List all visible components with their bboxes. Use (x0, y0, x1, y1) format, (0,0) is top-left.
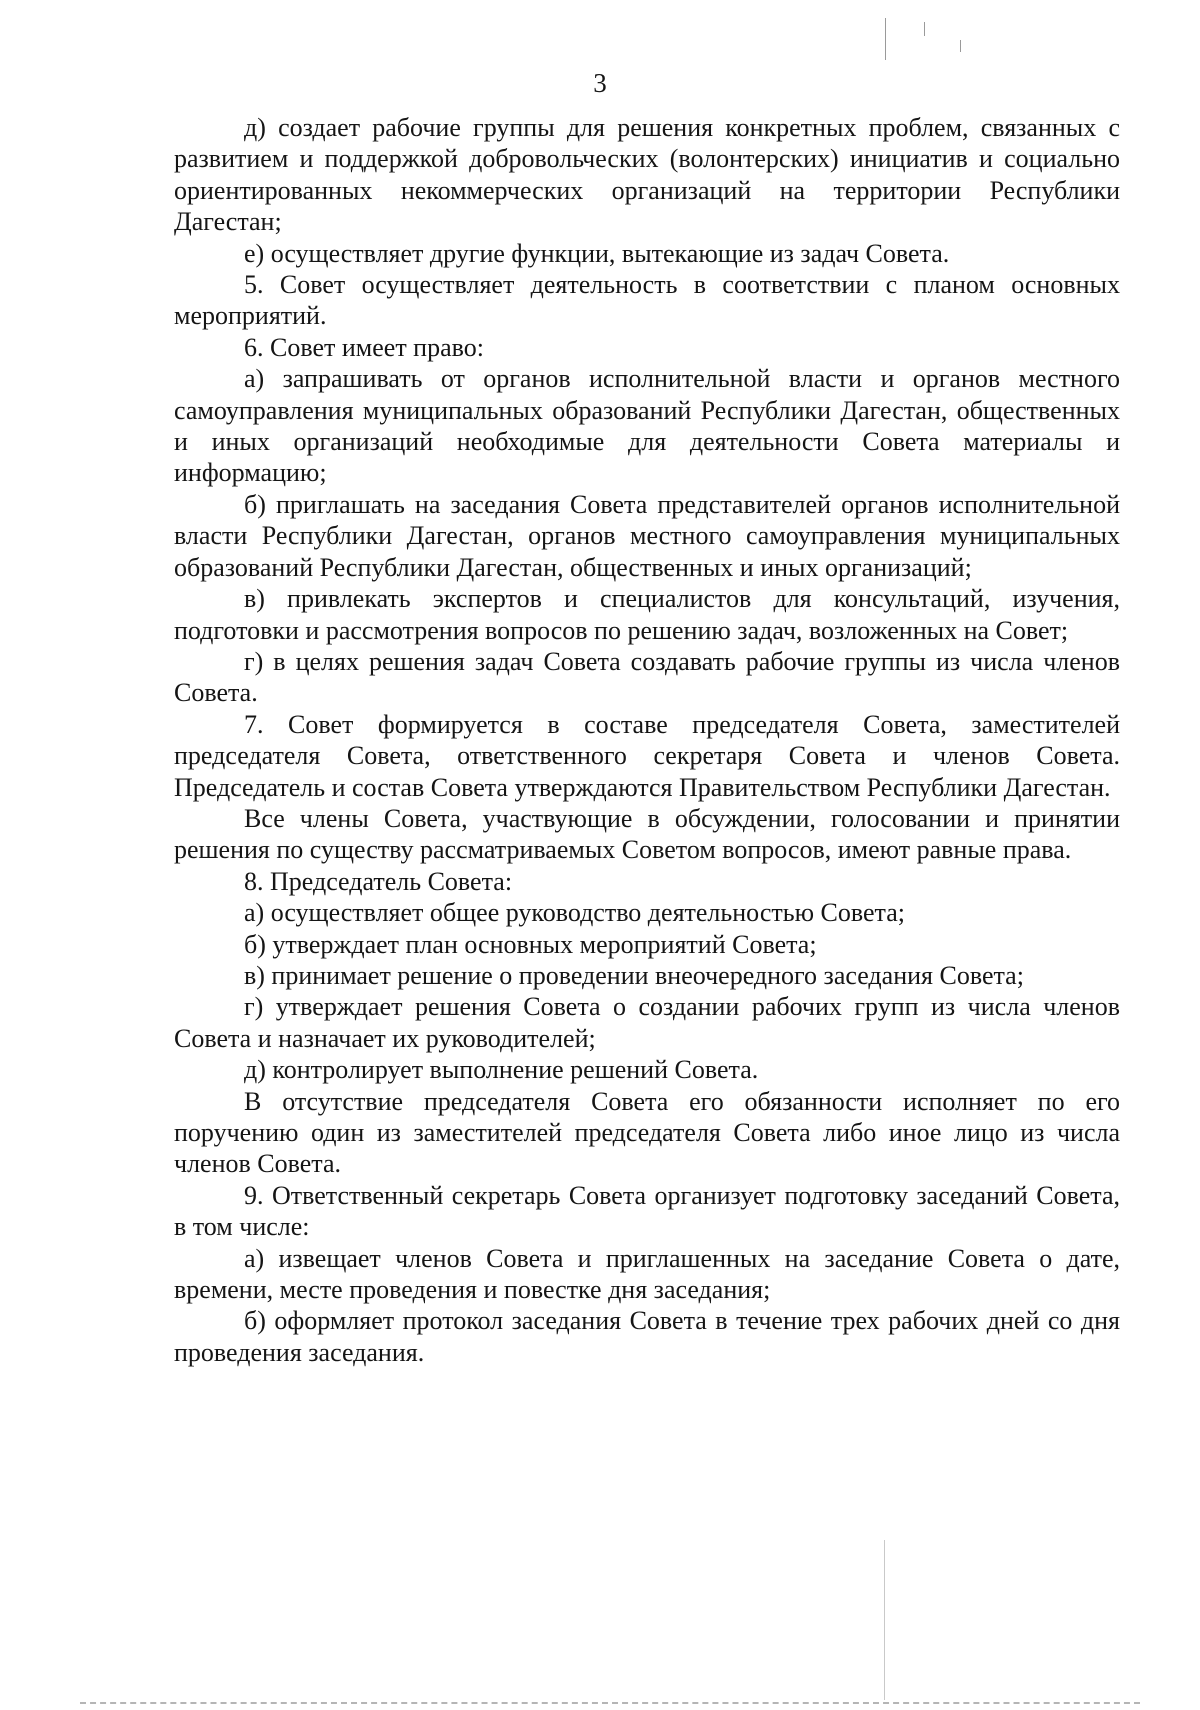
scan-artifact (924, 22, 925, 36)
paragraph: г) в целях решения задач Совета создавать рабочие группы из числа членов Совета. (174, 646, 1120, 708)
paragraph: б) оформляет протокол заседания Совета в течение трех рабочих дней со дня проведения заседания. (174, 1306, 1120, 1367)
paragraph: а) запрашивать от органов исполнительной власти и органов местного самоуправления муниципальных образований Республики Дагестан, общественных и иных организаций необходимые для деятельности Совета материалы и информацию; (174, 364, 1120, 488)
paragraph: а) извещает членов Совета и приглашенных на заседание Совета о дате, времени, месте проведения и повестке дня заседания; (174, 1243, 1120, 1305)
scan-artifact (960, 40, 961, 52)
paragraph: Все члены Совета, участвующие в обсуждении, голосовании и принятии решения по существу рассматриваемых Советом вопросов, имеют равные права. (174, 803, 1120, 865)
paragraph: В отсутствие председателя Совета его обязанности исполняет по его поручению один из заместителей председателя Совета либо иное лицо из числа членов Совета. (174, 1086, 1120, 1179)
paragraph: а) осуществляет общее руководство деятельностью Совета; (244, 898, 905, 928)
paragraph: 7. Совет формируется в составе председателя Совета, заместителей председателя Совета, ответственного секретаря Совета и членов Совета. Председатель и состав Совета утверждаются Правительством Республики Дагестан. (174, 709, 1120, 802)
paragraph: 5. Совет осуществляет деятельность в соответствии с планом основных мероприятий. (174, 270, 1120, 331)
page-number: 3 (593, 68, 607, 98)
document-body (174, 112, 1120, 1368)
scan-artifact (80, 1702, 1140, 1704)
paragraph: 6. Совет имеет право: (244, 332, 484, 362)
paragraph: 9. Ответственный секретарь Совета организует подготовку заседаний Совета, в том числе: (174, 1180, 1120, 1242)
paragraph: в) привлекать экспертов и специалистов для консультаций, изучения, подготовки и рассмотрения вопросов по решению задач, возложенных на Совет; (174, 584, 1120, 645)
paragraph: в) принимает решение о проведении внеочередного заседания Совета; (244, 960, 1024, 990)
paragraph: б) утверждает план основных мероприятий Совета; (244, 929, 817, 959)
paragraph: г) утверждает решения Совета о создании рабочих групп из числа членов Совета и назначает их руководителей; (174, 992, 1120, 1053)
paragraph: б) приглашать на заседания Совета представителей органов исполнительной власти Республики Дагестан, органов местного самоуправления муниципальных образований Республики Дагестан, общественных и иных организаций; (174, 489, 1120, 582)
paragraph: е) осуществляет другие функции, вытекающие из задач Совета. (244, 238, 950, 268)
paragraph: 8. Председатель Совета: (244, 866, 513, 896)
scan-artifact (884, 1540, 885, 1700)
paragraph: д) контролирует выполнение решений Совета. (244, 1055, 759, 1085)
paragraph: д) создает рабочие группы для решения конкретных проблем, связанных с развитием и поддержкой добровольческих (волонтерских) инициатив и социально ориентированных некоммерческих организаций на территории Республики Дагестан; (174, 113, 1120, 237)
scan-artifact (885, 18, 886, 60)
